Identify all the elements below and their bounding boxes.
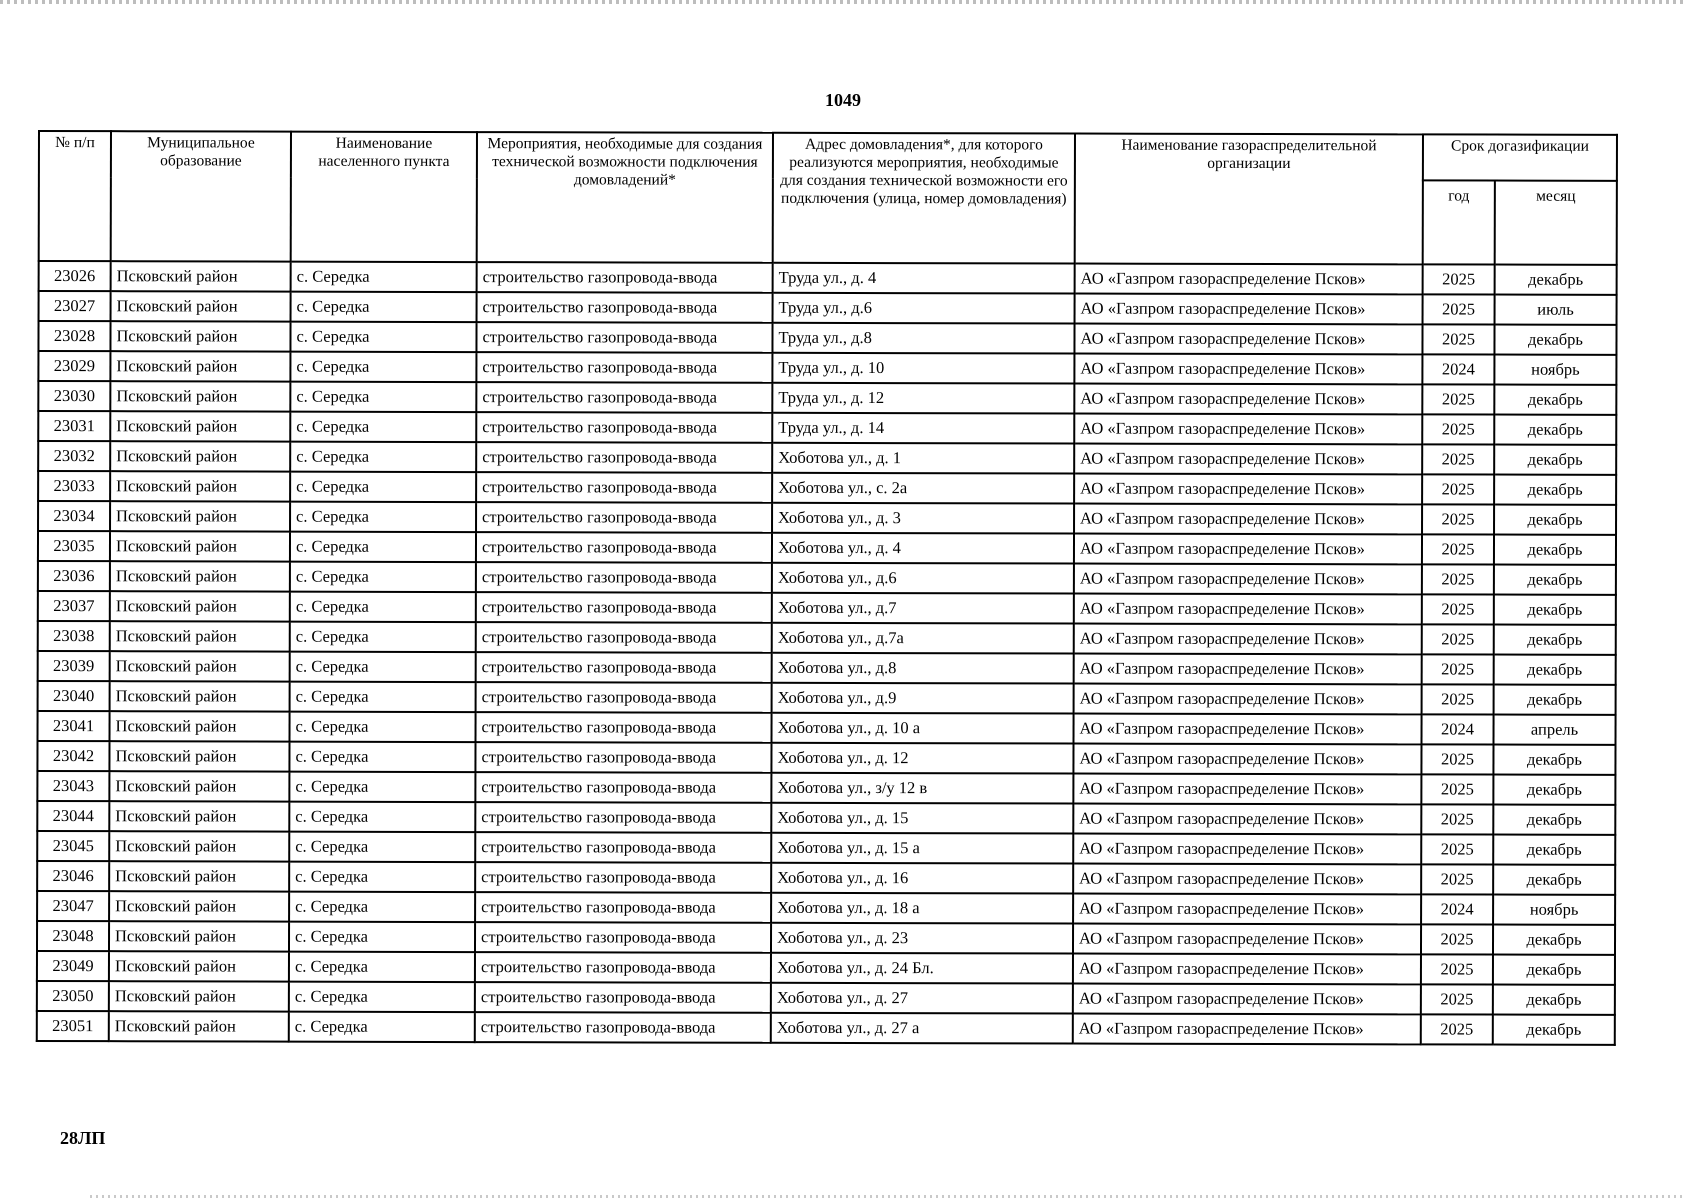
- row-number: 23045: [37, 831, 109, 861]
- settlement-cell: с. Середка: [290, 352, 476, 382]
- month-cell: декабрь: [1494, 685, 1616, 715]
- month-cell: декабрь: [1494, 325, 1616, 355]
- month-cell: декабрь: [1495, 265, 1617, 295]
- table-row: [37, 861, 1615, 895]
- organization-cell: АО «Газпром газораспределение Псков»: [1074, 384, 1422, 415]
- row-number: 23042: [37, 741, 109, 771]
- organization-cell: АО «Газпром газораспределение Псков»: [1074, 534, 1422, 565]
- settlement-cell: с. Середка: [289, 862, 475, 892]
- settlement-cell: с. Середка: [289, 1012, 475, 1042]
- scan-edge-bottom: [90, 1195, 1686, 1198]
- gasification-table: [36, 130, 1618, 1046]
- municipality-cell: Псковский район: [109, 801, 289, 831]
- settlement-cell: с. Середка: [290, 412, 476, 442]
- year-cell: 2025: [1421, 1014, 1493, 1044]
- row-number: 23041: [38, 711, 110, 741]
- measures-cell: строительство газопровода-ввода: [475, 892, 771, 923]
- table-row: [38, 471, 1616, 505]
- header-settlement: Наименование населенного пункта: [291, 132, 477, 262]
- year-cell: 2025: [1422, 474, 1494, 504]
- footer-code: 28ЛП: [60, 1128, 106, 1148]
- municipality-cell: Псковский район: [110, 591, 290, 621]
- settlement-cell: с. Середка: [289, 982, 475, 1012]
- measures-cell: строительство газопровода-ввода: [476, 622, 772, 653]
- month-cell: декабрь: [1494, 445, 1616, 475]
- organization-cell: АО «Газпром газораспределение Псков»: [1074, 354, 1422, 385]
- measures-cell: строительство газопровода-ввода: [475, 772, 771, 803]
- address-cell: Хоботова ул., д. 24 Бл.: [771, 953, 1073, 984]
- municipality-cell: Псковский район: [110, 561, 290, 591]
- year-cell: 2025: [1422, 654, 1494, 684]
- table-row: [39, 261, 1617, 295]
- measures-cell: строительство газопровода-ввода: [476, 502, 772, 533]
- measures-cell: строительство газопровода-ввода: [475, 922, 771, 953]
- organization-cell: АО «Газпром газораспределение Псков»: [1074, 654, 1422, 685]
- row-number: 23039: [38, 651, 110, 681]
- table-row: [38, 651, 1616, 685]
- address-cell: Хоботова ул., д.6: [772, 563, 1074, 594]
- municipality-cell: Псковский район: [109, 921, 289, 951]
- settlement-cell: с. Середка: [290, 682, 476, 712]
- row-number: 23044: [37, 801, 109, 831]
- municipality-cell: Псковский район: [110, 411, 290, 441]
- row-number: 23035: [38, 531, 110, 561]
- year-cell: 2025: [1422, 624, 1494, 654]
- municipality-cell: Псковский район: [109, 951, 289, 981]
- settlement-cell: с. Середка: [290, 532, 476, 562]
- row-number: 23043: [37, 771, 109, 801]
- row-number: 23047: [37, 891, 109, 921]
- year-cell: 2025: [1422, 384, 1494, 414]
- measures-cell: строительство газопровода-ввода: [475, 832, 771, 863]
- table-row: [38, 531, 1616, 565]
- organization-cell: АО «Газпром газораспределение Псков»: [1075, 294, 1423, 325]
- settlement-cell: с. Середка: [291, 292, 477, 322]
- month-cell: декабрь: [1493, 835, 1615, 865]
- year-cell: 2025: [1422, 594, 1494, 624]
- municipality-cell: Псковский район: [109, 981, 289, 1011]
- municipality-cell: Псковский район: [109, 861, 289, 891]
- header-month: месяц: [1495, 181, 1617, 265]
- table-row: [38, 501, 1616, 535]
- settlement-cell: с. Середка: [290, 472, 476, 502]
- table-row: [37, 921, 1615, 955]
- year-cell: 2025: [1421, 954, 1493, 984]
- row-number: 23026: [39, 261, 111, 291]
- municipality-cell: Псковский район: [111, 291, 291, 321]
- month-cell: декабрь: [1493, 955, 1615, 985]
- measures-cell: строительство газопровода-ввода: [475, 952, 771, 983]
- row-number: 23049: [37, 951, 109, 981]
- table-row: [37, 741, 1615, 775]
- settlement-cell: с. Середка: [289, 952, 475, 982]
- municipality-cell: Псковский район: [111, 261, 291, 291]
- measures-cell: строительство газопровода-ввода: [475, 982, 771, 1013]
- table-row: [38, 381, 1616, 415]
- table-row: [38, 441, 1616, 475]
- address-cell: Труда ул., д. 12: [772, 383, 1074, 414]
- address-cell: Труда ул., д.6: [773, 293, 1075, 324]
- measures-cell: строительство газопровода-ввода: [476, 652, 772, 683]
- month-cell: декабрь: [1493, 775, 1615, 805]
- row-number: 23034: [38, 501, 110, 531]
- table-row: [38, 321, 1616, 355]
- measures-cell: строительство газопровода-ввода: [475, 1012, 771, 1043]
- organization-cell: АО «Газпром газораспределение Псков»: [1073, 984, 1421, 1015]
- table-row: [37, 981, 1615, 1015]
- table-row: [37, 801, 1615, 835]
- table-row: [38, 621, 1616, 655]
- measures-cell: строительство газопровода-ввода: [477, 262, 773, 293]
- measures-cell: строительство газопровода-ввода: [476, 682, 772, 713]
- year-cell: 2025: [1422, 534, 1494, 564]
- header-measures: Мероприятия, необходимые для создания технической возможности подключения домовладений*: [477, 132, 773, 263]
- settlement-cell: с. Середка: [291, 262, 477, 292]
- address-cell: Хоботова ул., д.8: [772, 653, 1074, 684]
- month-cell: декабрь: [1494, 565, 1616, 595]
- header-municipality: Муниципальное образование: [111, 131, 291, 261]
- address-cell: Хоботова ул., д. 3: [772, 503, 1074, 534]
- settlement-cell: с. Середка: [290, 592, 476, 622]
- address-cell: Хоботова ул., д. 18 а: [771, 893, 1073, 924]
- month-cell: декабрь: [1494, 595, 1616, 625]
- address-cell: Хоботова ул., д. 4: [772, 533, 1074, 564]
- table-row: [38, 411, 1616, 445]
- table-row: [37, 891, 1615, 925]
- organization-cell: АО «Газпром газораспределение Псков»: [1074, 684, 1422, 715]
- month-cell: декабрь: [1493, 925, 1615, 955]
- table-row: [38, 591, 1616, 625]
- year-cell: 2024: [1422, 354, 1494, 384]
- year-cell: 2025: [1423, 294, 1495, 324]
- settlement-cell: с. Середка: [289, 772, 475, 802]
- month-cell: декабрь: [1494, 385, 1616, 415]
- month-cell: декабрь: [1494, 505, 1616, 535]
- municipality-cell: Псковский район: [110, 531, 290, 561]
- municipality-cell: Псковский район: [110, 621, 290, 651]
- year-cell: 2025: [1421, 864, 1493, 894]
- municipality-cell: Псковский район: [110, 501, 290, 531]
- measures-cell: строительство газопровода-ввода: [475, 862, 771, 893]
- settlement-cell: с. Середка: [290, 322, 476, 352]
- municipality-cell: Псковский район: [110, 711, 290, 741]
- address-cell: Хоботова ул., д.9: [772, 683, 1074, 714]
- address-cell: Хоботова ул., д. 27 а: [771, 1013, 1073, 1044]
- header-year: год: [1423, 180, 1495, 264]
- year-cell: 2025: [1422, 444, 1494, 474]
- measures-cell: строительство газопровода-ввода: [475, 802, 771, 833]
- municipality-cell: Псковский район: [110, 351, 290, 381]
- organization-cell: АО «Газпром газораспределение Псков»: [1074, 414, 1422, 445]
- page-number: 1049: [825, 90, 861, 110]
- municipality-cell: Псковский район: [110, 651, 290, 681]
- organization-cell: АО «Газпром газораспределение Псков»: [1073, 774, 1421, 805]
- year-cell: 2025: [1421, 744, 1493, 774]
- month-cell: ноябрь: [1494, 355, 1616, 385]
- address-cell: Хоботова ул., д.7а: [772, 623, 1074, 654]
- row-number: 23037: [38, 591, 110, 621]
- address-cell: Хоботова ул., д.7: [772, 593, 1074, 624]
- row-number: 23027: [39, 291, 111, 321]
- month-cell: декабрь: [1493, 1015, 1615, 1045]
- month-cell: июль: [1495, 295, 1617, 325]
- month-cell: ноябрь: [1493, 895, 1615, 925]
- month-cell: декабрь: [1493, 865, 1615, 895]
- organization-cell: АО «Газпром газораспределение Псков»: [1073, 744, 1421, 775]
- municipality-cell: Псковский район: [109, 1011, 289, 1041]
- year-cell: 2025: [1421, 924, 1493, 954]
- month-cell: декабрь: [1494, 655, 1616, 685]
- settlement-cell: с. Середка: [290, 712, 476, 742]
- address-cell: Хоботова ул., д. 16: [771, 863, 1073, 894]
- header-address: Адрес домовладения*, для которого реализуются мероприятия, необходимые для создания технической возможности его подключения (улица, номер домовладения): [773, 133, 1075, 264]
- settlement-cell: с. Середка: [289, 742, 475, 772]
- year-cell: 2025: [1422, 504, 1494, 534]
- settlement-cell: с. Середка: [289, 832, 475, 862]
- row-number: 23048: [37, 921, 109, 951]
- measures-cell: строительство газопровода-ввода: [476, 472, 772, 503]
- address-cell: Хоботова ул., д. 27: [771, 983, 1073, 1014]
- year-cell: 2025: [1422, 324, 1494, 354]
- month-cell: декабрь: [1493, 805, 1615, 835]
- measures-cell: строительство газопровода-ввода: [476, 382, 772, 413]
- row-number: 23030: [38, 381, 110, 411]
- measures-cell: строительство газопровода-ввода: [476, 322, 772, 353]
- address-cell: Хоботова ул., д. 12: [771, 743, 1073, 774]
- measures-cell: строительство газопровода-ввода: [476, 592, 772, 623]
- measures-cell: строительство газопровода-ввода: [476, 532, 772, 563]
- row-number: 23046: [37, 861, 109, 891]
- measures-cell: строительство газопровода-ввода: [476, 442, 772, 473]
- settlement-cell: с. Середка: [290, 622, 476, 652]
- table-row: [38, 711, 1616, 745]
- organization-cell: АО «Газпром газораспределение Псков»: [1074, 324, 1422, 355]
- header-organization: Наименование газораспределительной организации: [1075, 134, 1423, 265]
- table-row: [37, 951, 1615, 985]
- row-number: 23036: [38, 561, 110, 591]
- table-row: [39, 291, 1617, 325]
- organization-cell: АО «Газпром газораспределение Псков»: [1073, 804, 1421, 835]
- month-cell: декабрь: [1494, 625, 1616, 655]
- row-number: 23028: [38, 321, 110, 351]
- month-cell: апрель: [1494, 715, 1616, 745]
- organization-cell: АО «Газпром газораспределение Псков»: [1073, 924, 1421, 955]
- year-cell: 2025: [1422, 414, 1494, 444]
- address-cell: Хоботова ул., д. 15: [771, 803, 1073, 834]
- organization-cell: АО «Газпром газораспределение Псков»: [1074, 564, 1422, 595]
- table-row: [37, 1011, 1615, 1045]
- address-cell: Хоботова ул., з/у 12 в: [771, 773, 1073, 804]
- year-cell: 2024: [1422, 714, 1494, 744]
- organization-cell: АО «Газпром газораспределение Псков»: [1074, 714, 1422, 745]
- measures-cell: строительство газопровода-ввода: [476, 712, 772, 743]
- scan-edge-top: [0, 0, 1686, 4]
- year-cell: 2025: [1422, 564, 1494, 594]
- measures-cell: строительство газопровода-ввода: [475, 742, 771, 773]
- organization-cell: АО «Газпром газораспределение Псков»: [1074, 444, 1422, 475]
- year-cell: 2025: [1421, 804, 1493, 834]
- address-cell: Хоботова ул., д. 10 а: [772, 713, 1074, 744]
- table-row: [38, 681, 1616, 715]
- year-cell: 2025: [1421, 834, 1493, 864]
- address-cell: Труда ул., д.8: [772, 323, 1074, 354]
- row-number: 23031: [38, 411, 110, 441]
- table-header: [39, 131, 1617, 265]
- organization-cell: АО «Газпром газораспределение Псков»: [1074, 504, 1422, 535]
- settlement-cell: с. Середка: [290, 652, 476, 682]
- municipality-cell: Псковский район: [109, 891, 289, 921]
- municipality-cell: Псковский район: [110, 381, 290, 411]
- municipality-cell: Псковский район: [109, 741, 289, 771]
- table-row: [37, 831, 1615, 865]
- settlement-cell: с. Середка: [290, 502, 476, 532]
- organization-cell: АО «Газпром газораспределение Псков»: [1073, 1014, 1421, 1045]
- settlement-cell: с. Середка: [289, 922, 475, 952]
- address-cell: Труда ул., д. 14: [772, 413, 1074, 444]
- municipality-cell: Псковский район: [110, 321, 290, 351]
- year-cell: 2025: [1422, 684, 1494, 714]
- month-cell: декабрь: [1493, 745, 1615, 775]
- row-number: 23033: [38, 471, 110, 501]
- measures-cell: строительство газопровода-ввода: [476, 352, 772, 383]
- organization-cell: АО «Газпром газораспределение Псков»: [1073, 864, 1421, 895]
- row-number: 23040: [38, 681, 110, 711]
- municipality-cell: Псковский район: [110, 441, 290, 471]
- year-cell: 2025: [1423, 264, 1495, 294]
- month-cell: декабрь: [1494, 475, 1616, 505]
- month-cell: декабрь: [1494, 535, 1616, 565]
- organization-cell: АО «Газпром газораспределение Псков»: [1074, 624, 1422, 655]
- organization-cell: АО «Газпром газораспределение Псков»: [1073, 834, 1421, 865]
- month-cell: декабрь: [1494, 415, 1616, 445]
- measures-cell: строительство газопровода-ввода: [477, 292, 773, 323]
- table-row: [37, 771, 1615, 805]
- row-number: 23038: [38, 621, 110, 651]
- municipality-cell: Псковский район: [110, 471, 290, 501]
- measures-cell: строительство газопровода-ввода: [476, 412, 772, 443]
- year-cell: 2025: [1421, 774, 1493, 804]
- organization-cell: АО «Газпром газораспределение Псков»: [1074, 594, 1422, 625]
- address-cell: Хоботова ул., с. 2а: [772, 473, 1074, 504]
- address-cell: Хоботова ул., д. 23: [771, 923, 1073, 954]
- row-number: 23050: [37, 981, 109, 1011]
- settlement-cell: с. Середка: [290, 382, 476, 412]
- municipality-cell: Псковский район: [109, 831, 289, 861]
- organization-cell: АО «Газпром газораспределение Псков»: [1073, 894, 1421, 925]
- municipality-cell: Псковский район: [110, 681, 290, 711]
- header-num: № п/п: [39, 131, 111, 261]
- header-term: Срок догазификации: [1423, 134, 1617, 180]
- table-body: [37, 261, 1617, 1045]
- row-number: 23051: [37, 1011, 109, 1041]
- month-cell: декабрь: [1493, 985, 1615, 1015]
- table-row: [38, 561, 1616, 595]
- address-cell: Труда ул., д. 4: [773, 263, 1075, 294]
- settlement-cell: с. Середка: [289, 802, 475, 832]
- organization-cell: АО «Газпром газораспределение Псков»: [1074, 474, 1422, 505]
- measures-cell: строительство газопровода-ввода: [476, 562, 772, 593]
- organization-cell: АО «Газпром газораспределение Псков»: [1073, 954, 1421, 985]
- address-cell: Хоботова ул., д. 15 а: [771, 833, 1073, 864]
- year-cell: 2025: [1421, 984, 1493, 1014]
- organization-cell: АО «Газпром газораспределение Псков»: [1075, 264, 1423, 295]
- year-cell: 2024: [1421, 894, 1493, 924]
- municipality-cell: Псковский район: [109, 771, 289, 801]
- address-cell: Хоботова ул., д. 1: [772, 443, 1074, 474]
- table-row: [38, 351, 1616, 385]
- row-number: 23029: [38, 351, 110, 381]
- address-cell: Труда ул., д. 10: [772, 353, 1074, 384]
- settlement-cell: с. Середка: [289, 892, 475, 922]
- settlement-cell: с. Середка: [290, 562, 476, 592]
- row-number: 23032: [38, 441, 110, 471]
- settlement-cell: с. Середка: [290, 442, 476, 472]
